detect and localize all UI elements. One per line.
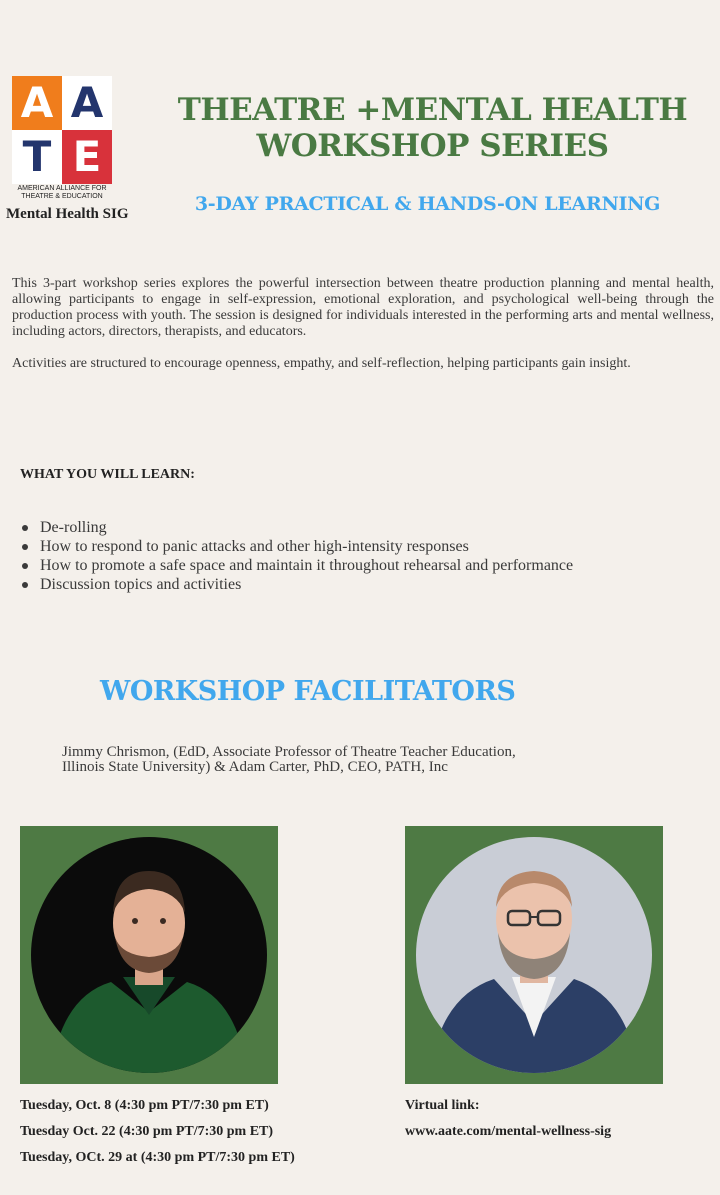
aate-logo [6,76,152,226]
facilitators-line1: Jimmy Chrismon, (EdD, Associate Professor of Theatre Teacher Education, [62,744,516,760]
facilitator-photo-1 [31,837,267,1073]
virtual-link-url[interactable]: www.aate.com/mental-wellness-sig [405,1124,612,1139]
learn-heading: WHAT YOU WILL LEARN: [20,467,195,482]
intro-paragraph-2: Activities are structured to encourage openness, empathy, and self-reflection, helping participants gain insight. [12,356,631,371]
logo-letter-grid [12,76,112,184]
page-subtitle: 3-DAY PRACTICAL & HANDS-ON LEARNING [194,193,661,215]
logo-letter-t: T [12,130,62,184]
title-line1: THEATRE +MENTAL HEALTH [177,92,688,128]
list-item: De-rolling [20,518,674,537]
session-dates [20,1097,295,1175]
virtual-link-block [405,1097,611,1149]
logo-letter-e: E [62,130,112,184]
facilitators-heading: WORKSHOP FACILITATORS [100,676,516,707]
virtual-link-label: Virtual link: [405,1098,480,1113]
intro-paragraph-1: This 3-part workshop series explores the powerful intersection between theatre production planning and mental health, allowing participants to engage in self-expression, emotional exploration, and psychological well-being through the production process with youth. The session is designed for individuals interested in the performing arts and mental wellness, including actors, directors, therapists, and educators. [12,276,714,339]
logo-letter-a2: A [62,76,112,130]
portrait-man-green-shirt [31,837,267,1073]
title-line2: WORKSHOP SERIES [256,128,609,164]
facilitators-names [62,745,622,775]
page-title [160,92,705,164]
session-date: Tuesday, Oct. 8 (4:30 pm PT/7:30 pm ET) [20,1098,269,1113]
learn-list [20,518,674,594]
logo-org-line2: THEATRE & EDUCATION [21,193,103,200]
logo-sig-label: Mental Health SIG [6,206,129,222]
session-date: Tuesday Oct. 22 (4:30 pm PT/7:30 pm ET) [20,1124,274,1139]
session-date: Tuesday, OCt. 29 at (4:30 pm PT/7:30 pm ET) [20,1150,295,1165]
list-item: How to respond to panic attacks and other high-intensity responses [20,537,674,556]
facilitator-photo-card-2 [405,826,663,1084]
list-item: How to promote a safe space and maintain it throughout rehearsal and performance [20,556,674,575]
facilitator-photo-2 [416,837,652,1073]
facilitator-photo-card-1 [20,826,278,1084]
list-item: Discussion topics and activities [20,575,674,594]
logo-org-name [12,185,112,201]
facilitators-line2: Illinois State University) & Adam Carter, PhD, CEO, PATH, Inc [62,759,448,775]
logo-org-line1: AMERICAN ALLIANCE FOR [17,185,107,192]
portrait-man-blue-blazer [416,837,652,1073]
intro-text [12,276,714,372]
logo-letter-a1: A [12,76,62,130]
